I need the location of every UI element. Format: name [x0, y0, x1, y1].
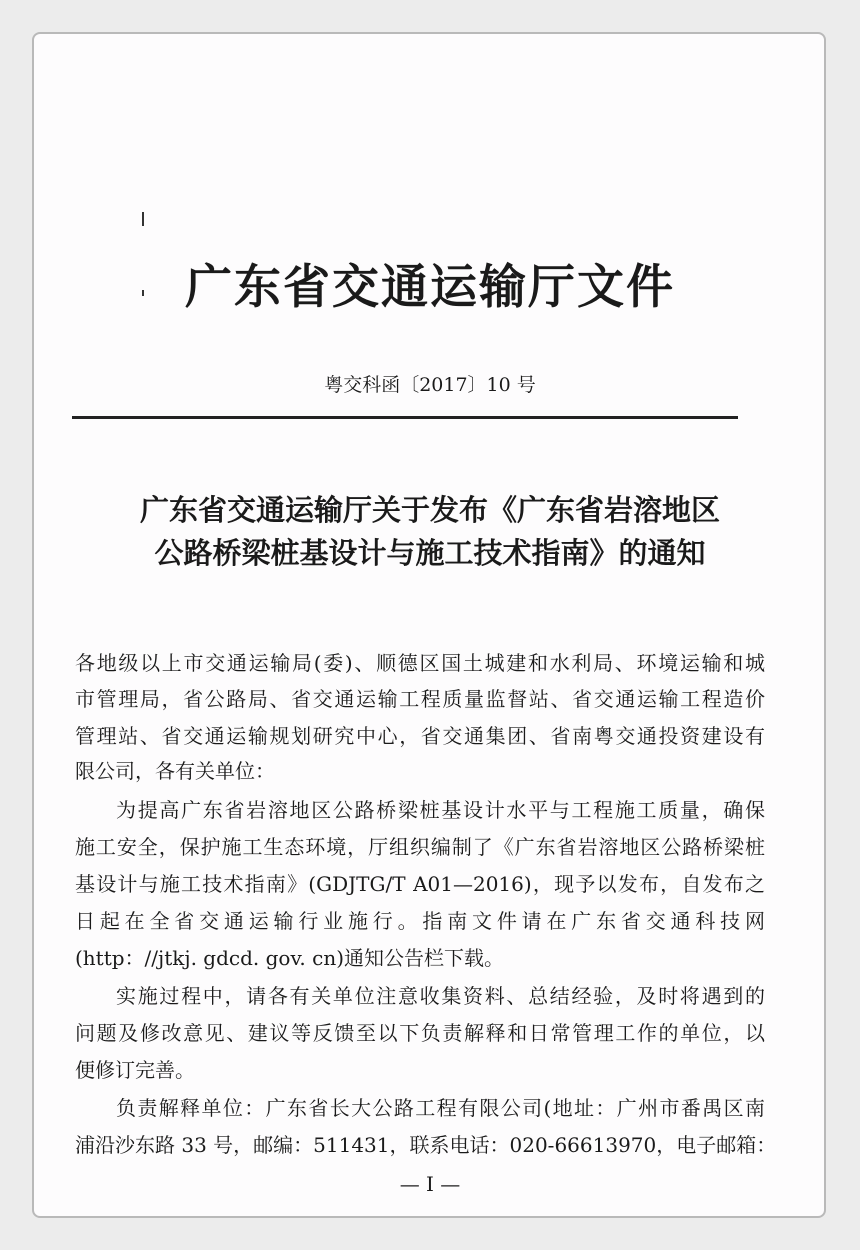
body-line: 限公司，各有关单位： — [75, 759, 275, 783]
document-header-title: 广东省交通运输厅文件 — [185, 260, 675, 315]
body-line: 负责解释单位：广东省长大公路工程有限公司(地址：广州市番禺区南 — [116, 1096, 765, 1120]
body-line: 实施过程中，请各有关单位注意收集资料、总结经验，及时将遇到的 — [116, 984, 765, 1008]
scan-mark — [142, 212, 144, 226]
header-divider — [72, 416, 738, 419]
body-line: 施工安全，保护施工生态环境，厅组织编制了《广东省岩溶地区公路桥梁桩 — [75, 835, 765, 859]
body-line: 问题及修改意见、建议等反馈至以下负责解释和日常管理工作的单位，以 — [75, 1021, 765, 1045]
document-number: 粤交科函〔2017〕10 号 — [324, 374, 536, 396]
body-line: 基设计与施工技术指南》(GDJTG/T A01—2016)，现予以发布，自发布之 — [75, 872, 765, 896]
subject-line-1: 广东省交通运输厅关于发布《广东省岩溶地区 — [139, 493, 720, 527]
body-line: 为提高广东省岩溶地区公路桥梁桩基设计水平与工程施工质量，确保 — [116, 798, 765, 822]
subject-line-2: 公路桥梁桩基设计与施工技术指南》的通知 — [154, 536, 706, 570]
body-line: (http：//jtkj. gdcd. gov. cn)通知公告栏下载。 — [75, 946, 505, 970]
body-line: 管理站、省交通运输规划研究中心，省交通集团、省南粤交通投资建设有 — [75, 724, 765, 748]
body-line: 各地级以上市交通运输局(委)、顺德区国土城建和水利局、环境运输和城 — [75, 651, 765, 675]
body-line: 市管理局，省公路局、省交通运输工程质量监督站、省交通运输工程造价 — [75, 687, 765, 711]
body-line: 便修订完善。 — [75, 1058, 195, 1082]
body-line: 日起在全省交通运输行业施行。指南文件请在广东省交通科技网 — [75, 909, 765, 933]
body-line: 浦沿沙东路 33 号，邮编：511431，联系电话：020-66613970，电子邮箱： — [75, 1133, 777, 1157]
page-number: — I — — [399, 1172, 461, 1196]
